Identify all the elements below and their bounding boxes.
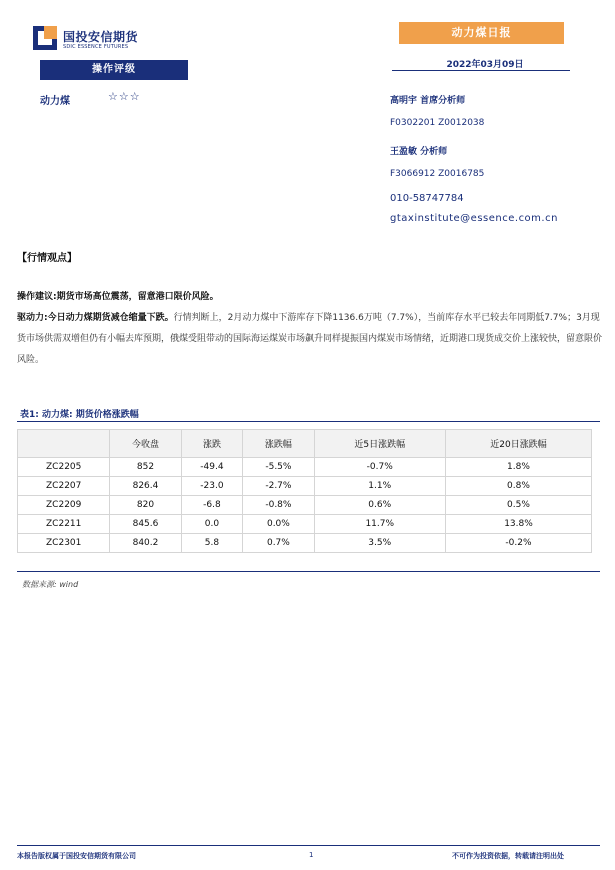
- table-cell: 1.8%: [445, 458, 591, 477]
- analyst-2-id: F3066912 Z0016785: [390, 169, 485, 179]
- table-cell: 5.8: [181, 534, 243, 553]
- table-cell: -2.7%: [243, 477, 314, 496]
- rating-stars: ☆☆☆: [108, 90, 141, 103]
- logo-name-en: SDIC ESSENCE FUTURES: [63, 44, 129, 50]
- analyst-1-name: 高明宇 首席分析师: [390, 96, 466, 106]
- table-row: [18, 534, 592, 553]
- table-cell: -0.7%: [314, 458, 445, 477]
- driver-label: 驱动力:: [17, 313, 48, 323]
- rating-commodity: 动力煤: [40, 96, 70, 107]
- table-cell: 0.6%: [314, 496, 445, 515]
- table-cell: 0.8%: [445, 477, 591, 496]
- table-cell: 0.0%: [243, 515, 314, 534]
- footer-copyright: 本报告版权属于国投安信期货有限公司: [17, 852, 136, 860]
- footer-page-number: 1: [309, 851, 314, 859]
- report-type-banner: 动力煤日报: [399, 22, 564, 44]
- table-cell: 826.4: [110, 477, 181, 496]
- table-cell: 13.8%: [445, 515, 591, 534]
- report-date: 2022年03月09日: [446, 60, 524, 70]
- table-cell: ZC2209: [18, 496, 110, 515]
- table-cell: 820: [110, 496, 181, 515]
- logo-name-cn: 国投安信期货: [63, 30, 139, 44]
- table-row: [18, 458, 592, 477]
- table-cell: ZC2301: [18, 534, 110, 553]
- table-header-cell: 涨跌幅: [243, 430, 314, 458]
- table-cell: 852: [110, 458, 181, 477]
- table-caption-rule: [17, 421, 600, 422]
- analyst-1-id: F0302201 Z0012038: [390, 118, 485, 128]
- table-cell: 0.5%: [445, 496, 591, 515]
- driver-text: 行情判断上，2月动力煤中下游库存下降1136.6万吨（7.7%），当前库存水平已较去年同期低7.7%；3月现货市场供需双增但仍有小幅去库预期，俄煤受阻带动的国际海运煤炭市场飙升同样提振国内煤炭市场情绪，近期港口现货成交价上涨较快，留意限价风险。: [17, 313, 603, 365]
- table-row: [18, 477, 592, 496]
- footer-divider: [17, 845, 600, 846]
- table-header-cell: 涨跌: [181, 430, 243, 458]
- table-header-cell: 近20日涨跌幅: [445, 430, 591, 458]
- advice-label: 操作建议:: [17, 292, 57, 302]
- table-cell: -49.4: [181, 458, 243, 477]
- table-header-cell: [18, 430, 110, 458]
- table-cell: -6.8: [181, 496, 243, 515]
- table-cell: 840.2: [110, 534, 181, 553]
- table-row: [18, 496, 592, 515]
- header-divider: [392, 70, 570, 71]
- table-cell: -5.5%: [243, 458, 314, 477]
- source-divider: [17, 571, 600, 572]
- table-row: [18, 515, 592, 534]
- footer-disclaimer: 不可作为投资依据，转载请注明出处: [452, 852, 564, 860]
- table-cell: 11.7%: [314, 515, 445, 534]
- table-cell: -0.2%: [445, 534, 591, 553]
- table-cell: -0.8%: [243, 496, 314, 515]
- table-header-cell: 今收盘: [110, 430, 181, 458]
- table-cell: ZC2205: [18, 458, 110, 477]
- section-title: 【行情观点】: [17, 253, 77, 264]
- table-cell: ZC2211: [18, 515, 110, 534]
- paragraph-advice: [17, 287, 602, 308]
- table-caption: 表1: 动力煤: 期货价格涨跌幅: [20, 410, 139, 420]
- table-cell: 1.1%: [314, 477, 445, 496]
- price-change-table: [17, 429, 592, 553]
- rating-bar: 操作评级: [40, 60, 188, 80]
- table-header-cell: 近5日涨跌幅: [314, 430, 445, 458]
- table-cell: 0.0: [181, 515, 243, 534]
- table-cell: 845.6: [110, 515, 181, 534]
- company-logo: [33, 26, 163, 56]
- paragraph-driver: [17, 308, 602, 371]
- table-cell: -23.0: [181, 477, 243, 496]
- table-cell: 0.7%: [243, 534, 314, 553]
- advice-text: 期货市场高位震荡，留意港口限价风险。: [56, 292, 219, 302]
- table-cell: 3.5%: [314, 534, 445, 553]
- contact-phone: 010-58747784: [390, 193, 464, 204]
- analyst-2-name: 王盈敏 分析师: [390, 147, 448, 157]
- contact-email[interactable]: gtaxinstitute@essence.com.cn: [390, 213, 558, 224]
- driver-headline: 今日动力煤期货减仓缩量下跌。: [47, 313, 174, 323]
- logo-mark-icon: [33, 26, 57, 50]
- data-source: 数据来源: wind: [22, 580, 79, 589]
- table-cell: ZC2207: [18, 477, 110, 496]
- table-header-row: [18, 430, 592, 458]
